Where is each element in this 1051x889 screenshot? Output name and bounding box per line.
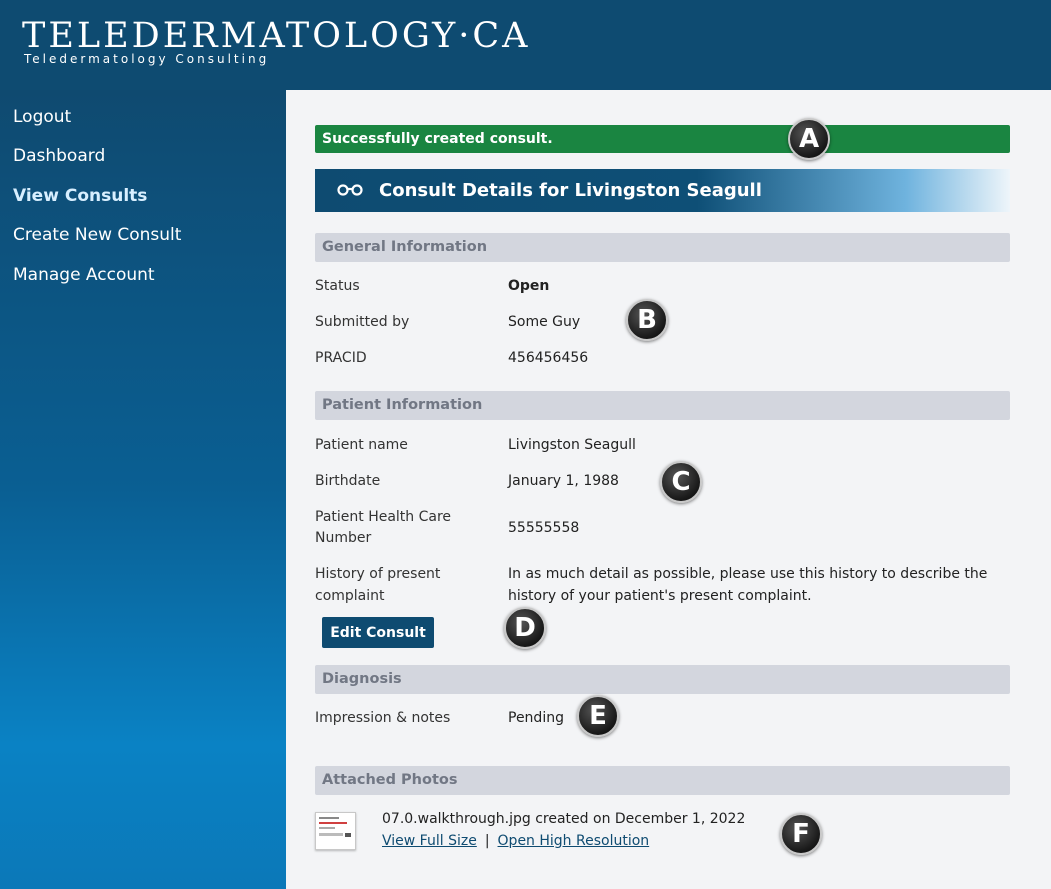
marker-c: C <box>660 461 702 503</box>
marker-f: F <box>780 813 822 855</box>
history-label-line2: complaint <box>315 588 385 604</box>
link-separator: | <box>484 833 490 849</box>
consult-title-bar <box>315 169 1010 212</box>
sidebar-item-manage-account[interactable]: Manage Account <box>13 265 155 285</box>
sidebar-item-dashboard[interactable]: Dashboard <box>13 146 106 166</box>
photo-thumbnail[interactable] <box>315 812 356 850</box>
sidebar-item-view-consults[interactable]: View Consults <box>13 186 148 206</box>
birthdate-label: Birthdate <box>315 473 381 489</box>
pracid-label: PRACID <box>315 350 367 366</box>
view-full-size-link[interactable]: View Full Size <box>382 833 477 849</box>
marker-e: E <box>577 695 619 737</box>
history-value-line1: In as much detail as possible, please use this history to describe the <box>508 566 988 582</box>
edit-consult-button[interactable]: Edit Consult <box>322 617 434 648</box>
status-label: Status <box>315 278 360 294</box>
status-value: Open <box>508 278 550 294</box>
photo-file-info: 07.0.walkthrough.jpg created on December 1, 2022 <box>382 811 746 827</box>
birthdate-value: January 1, 1988 <box>508 473 619 489</box>
sidebar <box>0 90 286 889</box>
section-patient-information: Patient Information <box>315 391 1010 420</box>
marker-a: A <box>788 118 830 160</box>
history-value-line2: history of your patient's present complaint. <box>508 588 812 604</box>
marker-d: D <box>504 607 546 649</box>
submitted-by-value: Some Guy <box>508 314 581 330</box>
header <box>0 0 1051 90</box>
brand-logo[interactable]: TELEDERMATOLOGY·CA <box>22 16 531 56</box>
health-care-number-label-line1: Patient Health Care <box>315 509 452 525</box>
page-title: Consult Details for Livingston Seagull <box>379 180 762 201</box>
submitted-by-label: Submitted by <box>315 314 410 330</box>
patient-name-label: Patient name <box>315 437 408 453</box>
health-care-number-label-line2: Number <box>315 530 372 546</box>
sidebar-item-logout[interactable]: Logout <box>13 107 72 127</box>
pracid-value: 456456456 <box>508 350 589 366</box>
brand-tagline: Teledermatology Consulting <box>24 52 270 66</box>
glasses-icon <box>337 184 363 196</box>
section-attached-photos: Attached Photos <box>315 766 1010 795</box>
section-general-information: General Information <box>315 233 1010 262</box>
main-content <box>286 90 1051 889</box>
success-alert: Successfully created consult. <box>315 125 1010 153</box>
section-diagnosis: Diagnosis <box>315 665 1010 694</box>
health-care-number-value: 55555558 <box>508 520 580 536</box>
photo-links <box>382 831 649 852</box>
open-high-resolution-link[interactable]: Open High Resolution <box>497 833 650 849</box>
sidebar-item-create-new-consult[interactable]: Create New Consult <box>13 225 182 245</box>
impression-label: Impression & notes <box>315 710 451 726</box>
patient-name-value: Livingston Seagull <box>508 437 636 453</box>
impression-value: Pending <box>508 710 564 726</box>
history-label-line1: History of present <box>315 566 441 582</box>
marker-b: B <box>626 299 668 341</box>
